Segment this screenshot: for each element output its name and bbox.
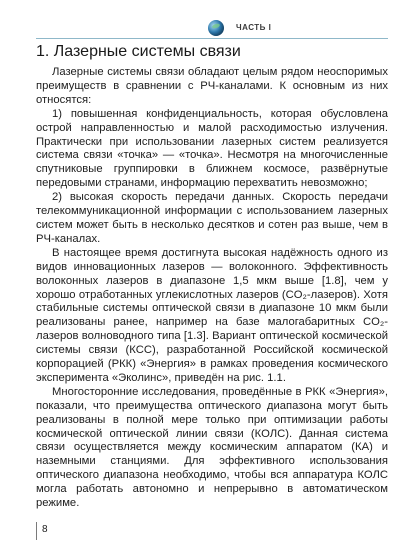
paragraph: В настоящее время достигнута высокая надёжность одного из видов инновационных лазеров — волоконного. Эффективность волоконных лазеров в диапазоне 1,5 мкм выше [1.8], чем у хорошо отработанных углекислотных лазеров (CO₂-лазеров). Хотя стабильные системы оптической связи в диапазоне 10 мкм были реализованы ранее, например на базе малогабаритных CO₂-лазеров волноводного типа [1.3]. Вариант оптической космической системы связи (КСС), разработанной Российской космической корпорацией (РКК) «Энергия» в рамках проведения космического эксперимента «Эколинс», приведён на рис. 1.1. xyxy=(36,246,388,384)
main-text xyxy=(36,66,388,511)
section-title: 1. Лазерные системы связи xyxy=(36,43,241,60)
paragraph: 2) высокая скорость передачи данных. Скорость передачи телекоммуникационной информации с использованием лазерных систем может быть в несколько десятков и сотен раз выше, чем в РЧ-каналах. xyxy=(36,191,388,245)
globe-icon xyxy=(208,20,224,36)
header-rule xyxy=(36,38,388,39)
footer-divider xyxy=(36,522,37,540)
paragraph: Многосторонние исследования, проведённые в РКК «Энергия», показали, что преимущества оптического диапазона могут быть реализованы в полной мере только при оптимизации работы космической оптической линии связи (КОЛС). Данная система связи осуществляется между космическим аппаратом (КА) и наземными станциями. Для эффективного использования оптического диапазона необходимо, чтобы вся аппаратура КОЛС могла работать автономно и непрерывно в автоматическом режиме. xyxy=(36,385,388,510)
part-label: ЧАСТЬ I xyxy=(236,23,272,32)
page-number: 8 xyxy=(42,524,48,535)
paragraph: Лазерные системы связи обладают целым рядом неоспоримых преимуществ в сравнении с РЧ-каналами. К основным из них относятся: xyxy=(36,66,388,106)
paragraph: 1) повышенная конфиденциальность, которая обусловлена острой направленностью и малой расходимостью излучения. Практически при использовании лазерных систем реализуется система связи «точка» — «точка». Несмотря на многочисленные спутниковые группировки в ближнем космосе, развёрнутые передовыми странами, информацию перехватить невозможно; xyxy=(36,107,388,190)
